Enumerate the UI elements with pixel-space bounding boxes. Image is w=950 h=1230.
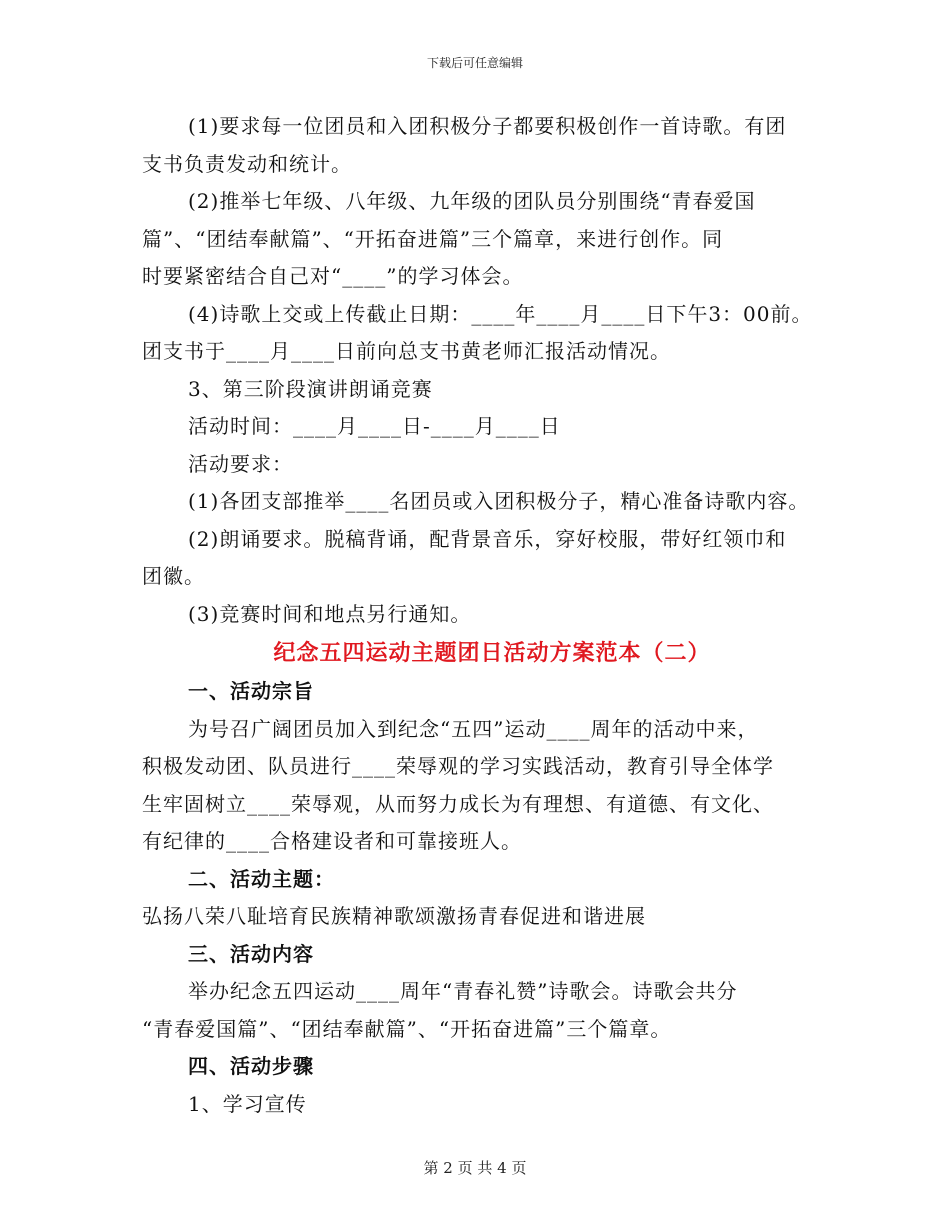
section-heading: 一、活动宗旨 bbox=[188, 679, 314, 703]
text-line: (2)推举七年级、八年级、九年级的团队员分别围绕“青春爱国 bbox=[188, 189, 756, 213]
text-line: 活动要求： bbox=[188, 451, 293, 476]
text-line: (1)各团支部推举____名团员或入团积极分子，精心准备诗歌内容。 bbox=[188, 489, 810, 513]
text-line: 时要紧密结合自己对“____”的学习体会。 bbox=[142, 264, 524, 288]
section-title: 纪念五四运动主题团日活动方案范本（二） bbox=[273, 640, 711, 666]
document-body bbox=[142, 108, 822, 1123]
text-line: 1、学习宣传 bbox=[188, 1091, 307, 1116]
text-line: 团支书于____月____日前向总支书黄老师汇报活动情况。 bbox=[142, 339, 671, 363]
text-line: (3)竞赛时间和地点另行通知。 bbox=[188, 601, 472, 626]
text-line: 篇”、“团结奉献篇”、“开拓奋进篇”三个篇章，来进行创作。同 bbox=[142, 226, 724, 251]
text-line: 支书负责发动和统计。 bbox=[142, 151, 352, 176]
section-heading: 三、活动内容 bbox=[188, 941, 314, 966]
text-line: 团徽。 bbox=[142, 564, 205, 588]
section-heading: 四、活动步骤 bbox=[188, 1054, 314, 1078]
text-line: (2)朗诵要求。脱稿背诵，配背景音乐，穿好校服，带好红领巾和 bbox=[188, 526, 787, 551]
text-line: (1)要求每一位团员和入团积极分子都要积极创作一首诗歌。有团 bbox=[188, 114, 787, 138]
page-footer: 第 2 页 共 4 页 bbox=[423, 1159, 527, 1177]
text-line: 为号召广阔团员加入到纪念“五四”运动____周年的活动中来， bbox=[188, 716, 759, 741]
text-line: (4)诗歌上交或上传截止日期：____年____月____日下午3：00前。 bbox=[188, 301, 813, 326]
page-header: 下载后可任意编辑 bbox=[426, 56, 523, 70]
text-line: “青春爱国篇”、“团结奉献篇”、“开拓奋进篇”三个篇章。 bbox=[142, 1016, 672, 1041]
text-line: 举办纪念五四运动____周年“青春礼赞”诗歌会。诗歌会共分 bbox=[188, 979, 738, 1003]
text-line: 3、第三阶段演讲朗诵竞赛 bbox=[188, 376, 433, 401]
top-paragraphs bbox=[142, 108, 822, 633]
text-line: 生牢固树立____荣辱观，从而努力成长为有理想、有道德、有文化、 bbox=[142, 791, 774, 816]
bottom-paragraphs bbox=[142, 673, 822, 1123]
text-line: 积极发动团、队员进行____荣辱观的学习实践活动，教育引导全体学 bbox=[142, 754, 774, 778]
text-line: 有纪律的____合格建设者和可靠接班人。 bbox=[142, 829, 522, 853]
section-heading: 二、活动主题： bbox=[188, 866, 335, 891]
text-line: 弘扬八荣八耻培育民族精神歌颂激扬青春促进和谐进展 bbox=[142, 904, 646, 928]
text-line: 活动时间：____月____日-____月____日 bbox=[188, 414, 561, 438]
